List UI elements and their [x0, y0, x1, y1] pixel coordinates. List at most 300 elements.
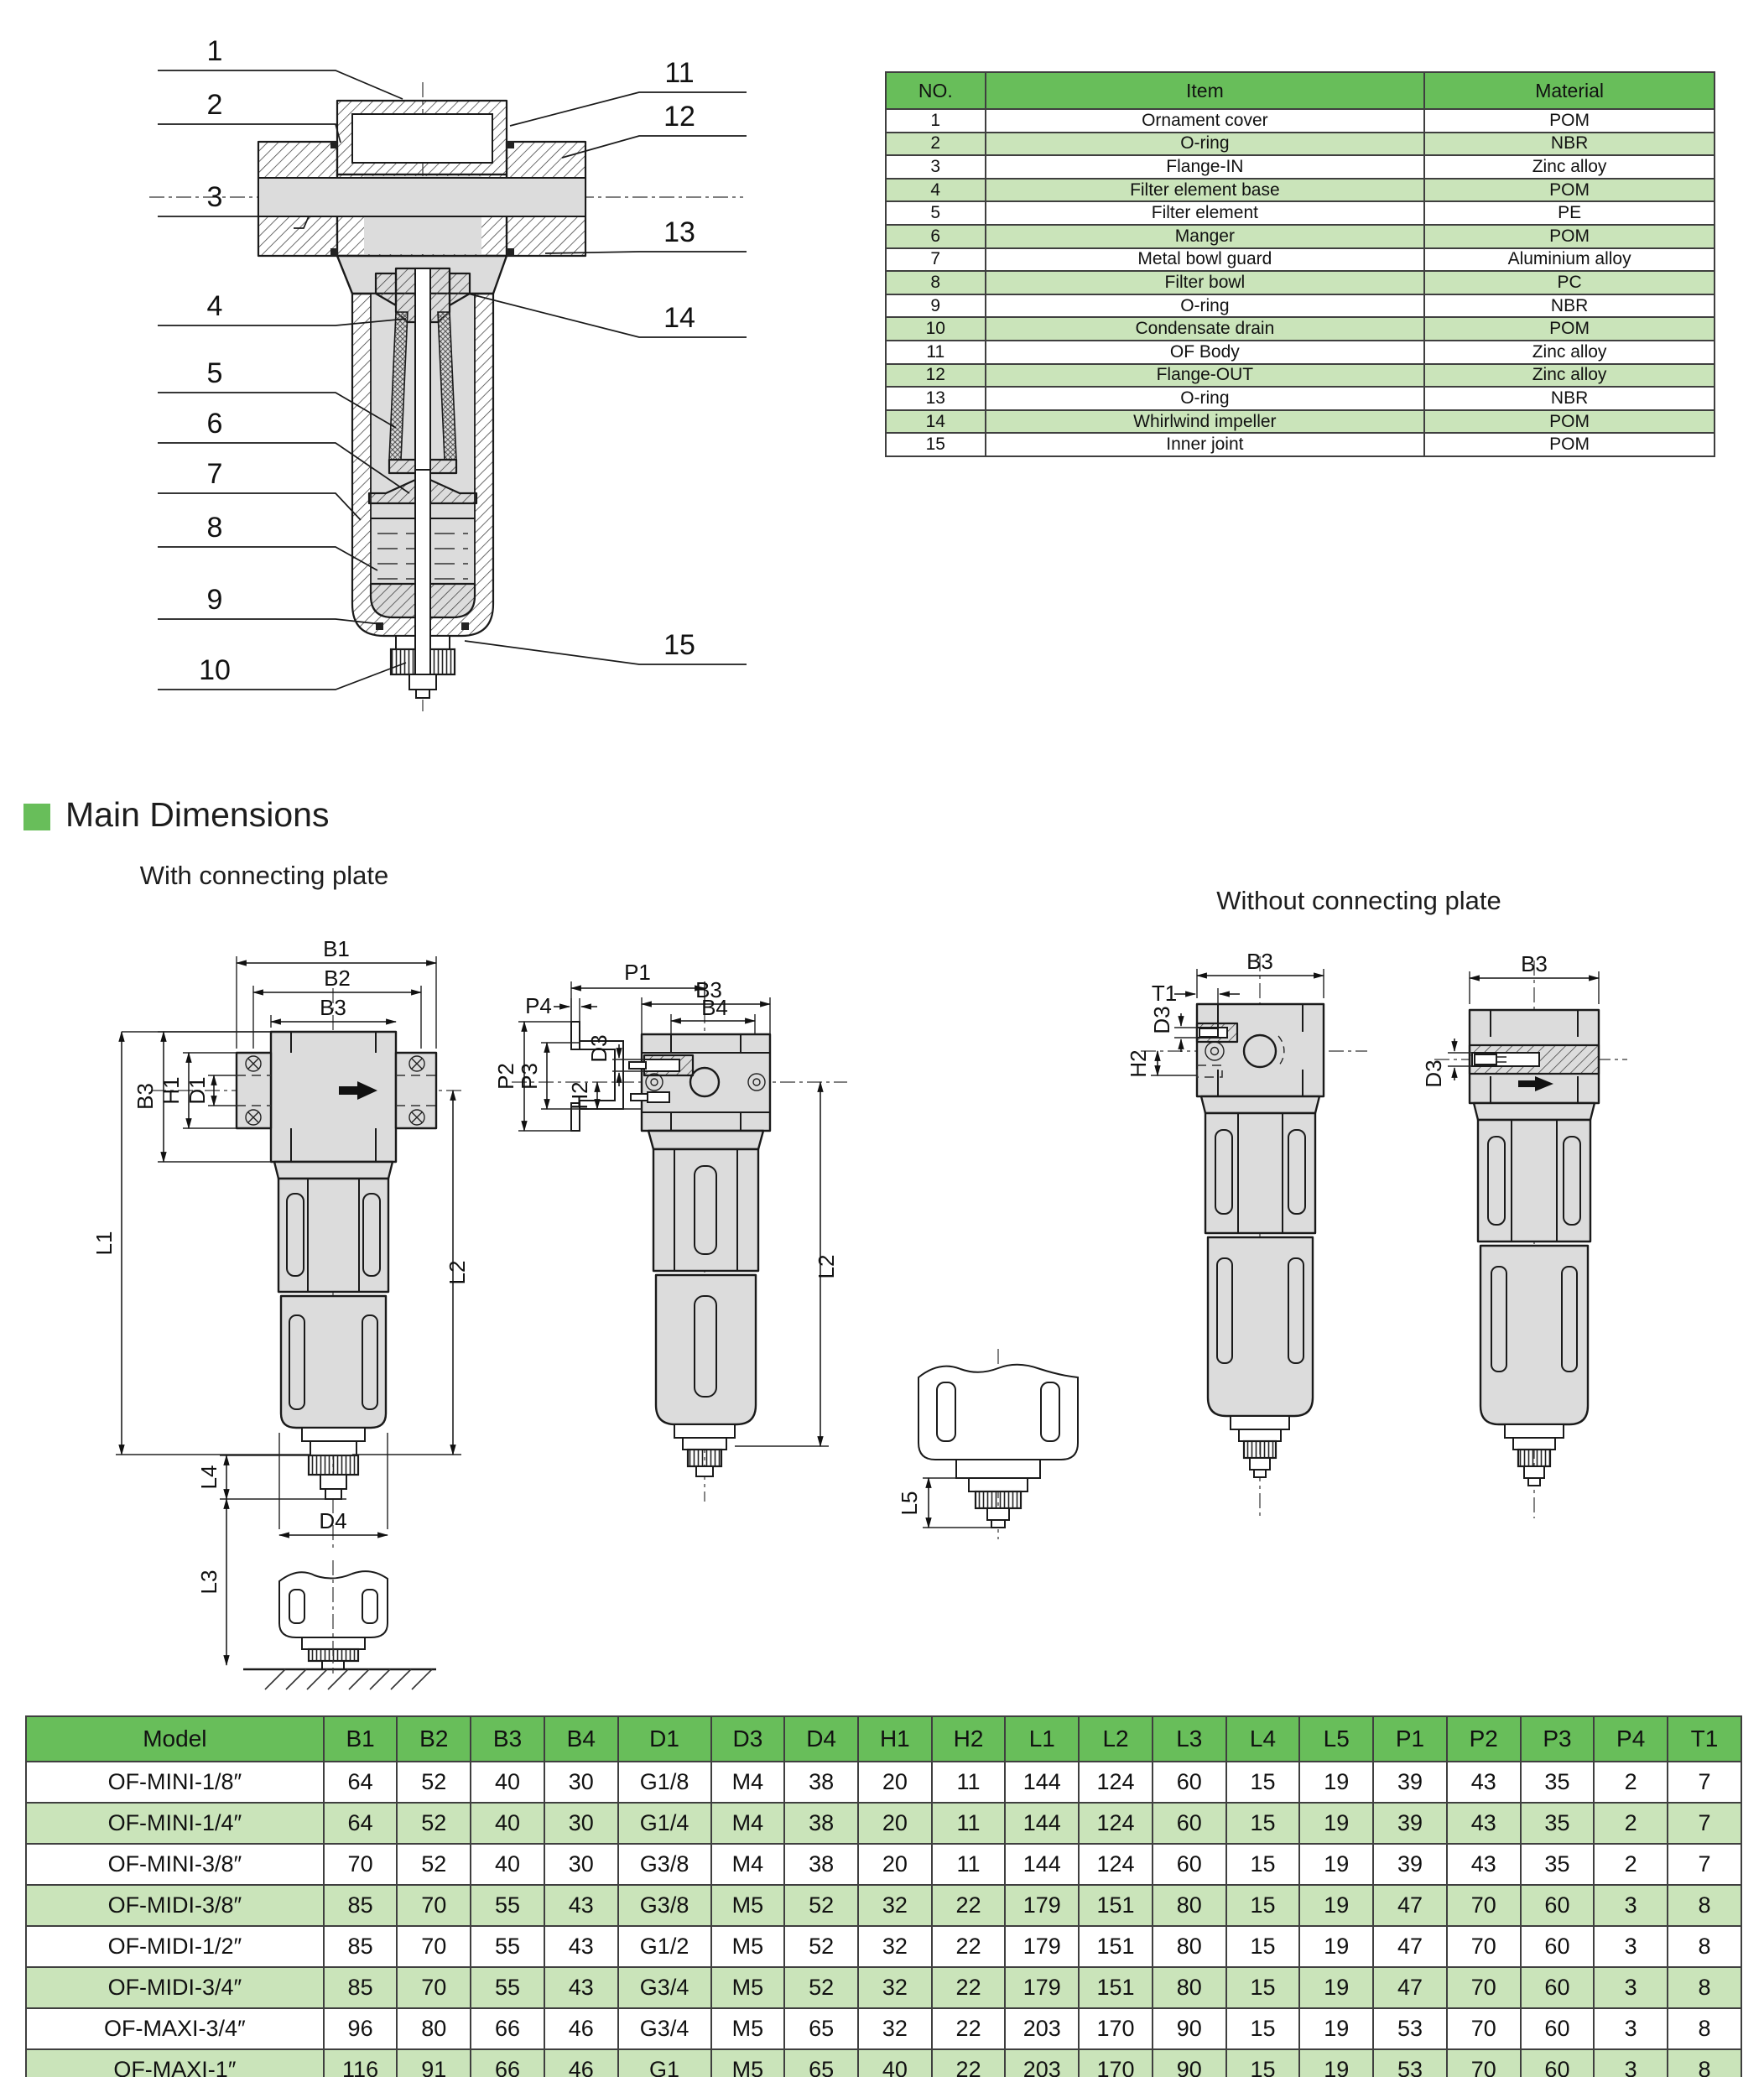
dimensions-table-cell: 170 — [1079, 2008, 1153, 2049]
parts-table-cell: Manger — [986, 225, 1425, 248]
callout-number: 1 — [206, 35, 223, 67]
parts-table-row — [886, 410, 1715, 434]
dimensions-table-cell: OF-MIDI-3/8″ — [26, 1885, 324, 1926]
dim-label: B1 — [323, 936, 350, 961]
dimensions-table-cell: 39 — [1373, 1803, 1447, 1844]
dimensions-table-cell: 60 — [1153, 1803, 1226, 1844]
drawing-side-without-plate — [1421, 940, 1703, 1543]
dim-label: B3 — [133, 1083, 158, 1110]
dimensions-table-cell: 43 — [1447, 1844, 1521, 1885]
dimensions-table-row — [26, 1967, 1741, 2008]
dimensions-table-cell: 40 — [471, 1762, 544, 1803]
dimensions-table-cell: 47 — [1373, 1885, 1447, 1926]
dimensions-table-cell: 60 — [1521, 2008, 1595, 2049]
dim-label: L1 — [91, 1231, 117, 1256]
callout-number: 3 — [206, 181, 223, 213]
bowl-cup — [918, 1365, 1078, 1460]
dimensions-table-cell: 80 — [1153, 1926, 1226, 1967]
dimensions-table-cell: 11 — [932, 1762, 1006, 1803]
dimensions-table-cell: 35 — [1521, 1844, 1595, 1885]
caption-with-plate: With connecting plate — [139, 861, 389, 890]
dimensions-table-cell: G1/2 — [618, 1926, 711, 1967]
dimensions-table-cell: G3/8 — [618, 1885, 711, 1926]
parts-table-row — [886, 387, 1715, 410]
dimensions-table-cell: 8 — [1668, 1926, 1741, 1967]
dimensions-table-row — [26, 1926, 1741, 1967]
dimensions-table-cell: 151 — [1079, 1967, 1153, 2008]
caption-without-plate: Without connecting plate — [1216, 886, 1501, 915]
parts-table — [885, 71, 1715, 457]
dimensions-table-cell: 40 — [471, 1844, 544, 1885]
bowl-lower-np — [1208, 1237, 1313, 1416]
parts-table-cell: NBR — [1424, 387, 1715, 410]
dim-label: B3 — [1521, 951, 1548, 976]
dimensions-table-cell: 7 — [1668, 1762, 1741, 1803]
dimensions-table-cell: 53 — [1373, 2049, 1447, 2077]
bowl-ribbed-side — [653, 1149, 758, 1271]
dimensions-table-cell: 39 — [1373, 1844, 1447, 1885]
callout-number: 2 — [206, 89, 223, 121]
dimensions-table-header-cell: B4 — [544, 1716, 618, 1762]
callout-number: 10 — [199, 654, 231, 686]
parts-table-cell: 15 — [886, 433, 986, 456]
dimensions-table-row — [26, 1803, 1741, 1844]
parts-table-row — [886, 248, 1715, 272]
dimensions-table-row — [26, 1762, 1741, 1803]
parts-table-cell: 14 — [886, 410, 986, 434]
parts-table-cell: 9 — [886, 294, 986, 318]
dimensions-table-cell: M4 — [711, 1803, 785, 1844]
dimensions-table-cell: 124 — [1079, 1844, 1153, 1885]
dimensions-table-cell: OF-MAXI-1″ — [26, 2049, 324, 2077]
dim-label: D3 — [1149, 1006, 1174, 1034]
parts-table-cell: Aluminium alloy — [1424, 248, 1715, 272]
dimensions-table-cell: 35 — [1521, 1803, 1595, 1844]
bowl-lower-np2 — [1480, 1246, 1588, 1424]
dimensions-table-cell: M5 — [711, 2049, 785, 2077]
dimensions-table-cell: 70 — [1447, 2008, 1521, 2049]
parts-table-cell: 2 — [886, 133, 986, 156]
dimensions-table-cell: 3 — [1594, 1926, 1668, 1967]
dimensions-table-cell: 22 — [932, 2008, 1006, 2049]
dimensions-table-cell: 179 — [1005, 1885, 1079, 1926]
dimensions-table-cell: 90 — [1153, 2008, 1226, 2049]
callout-number: 11 — [664, 57, 695, 89]
dimensions-table-cell: 151 — [1079, 1885, 1153, 1926]
dimensions-table-cell: OF-MIDI-3/4″ — [26, 1967, 324, 2008]
dimensions-table-header-cell: D3 — [711, 1716, 785, 1762]
dimensions-table-cell: 144 — [1005, 1762, 1079, 1803]
parts-table-row — [886, 109, 1715, 133]
dimensions-table-cell: 19 — [1299, 1926, 1373, 1967]
dimensions-table-header-cell: P3 — [1521, 1716, 1595, 1762]
parts-table-cell: POM — [1424, 109, 1715, 133]
dimensions-table-cell: 64 — [324, 1762, 398, 1803]
dimensions-table-cell: 32 — [858, 1967, 932, 2008]
dimensions-table-cell: 2 — [1594, 1844, 1668, 1885]
dimensions-table-cell: 8 — [1668, 1967, 1741, 2008]
screw — [1475, 1054, 1496, 1065]
dimensions-table-cell: 60 — [1153, 1844, 1226, 1885]
dimensions-table-row — [26, 2049, 1741, 2077]
dimensions-table-cell: 52 — [397, 1803, 471, 1844]
dimensions-table-cell: 32 — [858, 1885, 932, 1926]
parts-table-cell: POM — [1424, 410, 1715, 434]
dimensions-table-cell: 65 — [784, 2008, 858, 2049]
dimensions-table-cell: 8 — [1668, 2008, 1741, 2049]
parts-table-cell: Metal bowl guard — [986, 248, 1425, 272]
dimensions-table-cell: 2 — [1594, 1762, 1668, 1803]
parts-table-row — [886, 225, 1715, 248]
dimensions-table-cell: 3 — [1594, 1885, 1668, 1926]
dimensions-table-cell: 15 — [1226, 1803, 1300, 1844]
parts-table-cell: Inner joint — [986, 433, 1425, 456]
dimensions-table-cell: 203 — [1005, 2049, 1079, 2077]
bowl-shoulder — [274, 1162, 393, 1179]
dimensions-table-cell: M5 — [711, 1885, 785, 1926]
dimensions-table-cell: 2 — [1594, 1803, 1668, 1844]
dimensions-table-cell: 70 — [397, 1885, 471, 1926]
parts-table-row — [886, 341, 1715, 364]
dimensions-table-header-cell: Model — [26, 1716, 324, 1762]
dimensions-table-cell: 35 — [1521, 1762, 1595, 1803]
callout-number: 15 — [663, 629, 695, 661]
port-bore — [258, 178, 585, 216]
parts-table-cell: Zinc alloy — [1424, 155, 1715, 179]
dimensions-table-cell: OF-MINI-3/8″ — [26, 1844, 324, 1885]
parts-table-header-cell: NO. — [886, 72, 986, 109]
dimensions-table-cell: 11 — [932, 1844, 1006, 1885]
dimensions-table-cell: 22 — [932, 2049, 1006, 2077]
dimensions-table-cell: 70 — [1447, 1926, 1521, 1967]
dimensions-table-header-cell: H2 — [932, 1716, 1006, 1762]
dimensions-table-cell: 52 — [784, 1967, 858, 2008]
dim-label: D3 — [586, 1034, 611, 1063]
dimensions-table-cell: 53 — [1373, 2008, 1447, 2049]
dimensions-table-header-cell: L2 — [1079, 1716, 1153, 1762]
dimensions-table-row — [26, 1885, 1741, 1926]
dimensions-table-cell: 38 — [784, 1762, 858, 1803]
dimensions-table-cell: 46 — [544, 2049, 618, 2077]
dimensions-table-cell: 64 — [324, 1803, 398, 1844]
dimensions-table-cell: 80 — [1153, 1967, 1226, 2008]
body-front-np — [1197, 1004, 1324, 1096]
callout-number: 4 — [206, 290, 223, 322]
dimensions-table-cell: 52 — [784, 1885, 858, 1926]
ground-mount-detail — [243, 1560, 436, 1689]
dimensions-table-cell: 43 — [1447, 1803, 1521, 1844]
dimensions-table-cell: 80 — [1153, 1885, 1226, 1926]
dimensions-table-cell: 144 — [1005, 1803, 1079, 1844]
dimensions-table-cell: 38 — [784, 1803, 858, 1844]
dimensions-table-row — [26, 2008, 1741, 2049]
dimensions-table-cell: 3 — [1594, 2049, 1668, 2077]
dimensions-table-header-row — [26, 1716, 1741, 1762]
parts-table-row — [886, 271, 1715, 294]
dimensions-table-cell: 60 — [1521, 1967, 1595, 2008]
bowl-lower-side — [656, 1275, 756, 1424]
dimensions-table-cell: 3 — [1594, 2008, 1668, 2049]
dimensions-table-cell: 85 — [324, 1885, 398, 1926]
dimensions-table-cell: G3/8 — [618, 1844, 711, 1885]
parts-table-row — [886, 364, 1715, 388]
dim-label: B3 — [695, 977, 722, 1002]
callout-number: 8 — [206, 512, 223, 544]
dim-label: P1 — [624, 960, 651, 985]
dimensions-table-cell: 15 — [1226, 2008, 1300, 2049]
parts-table-row — [886, 294, 1715, 318]
parts-table-cell: NBR — [1424, 133, 1715, 156]
dim-label: B3 — [320, 995, 346, 1020]
dimensions-table-cell: 30 — [544, 1762, 618, 1803]
dimensions-table-cell: 70 — [397, 1926, 471, 1967]
dimensions-table-header-cell: B3 — [471, 1716, 544, 1762]
dim-label: H2 — [1126, 1049, 1151, 1078]
dimensions-table-cell: 20 — [858, 1844, 932, 1885]
parts-table-cell: Ornament cover — [986, 109, 1425, 133]
dimensions-table-cell: 30 — [544, 1803, 618, 1844]
dimensions-table-cell: 52 — [397, 1844, 471, 1885]
dimensions-table-cell: 19 — [1299, 1844, 1373, 1885]
dimensions-table-cell: 15 — [1226, 1844, 1300, 1885]
parts-table-cell: 11 — [886, 341, 986, 364]
dim-label: L3 — [196, 1569, 221, 1595]
parts-table-cell: 3 — [886, 155, 986, 179]
parts-table-cell: 7 — [886, 248, 986, 272]
dimensions-table-cell: G1/8 — [618, 1762, 711, 1803]
dimensions-table-cell: 65 — [784, 2049, 858, 2077]
dimensions-table-cell: 66 — [471, 2049, 544, 2077]
dimensions-table-header-cell: L5 — [1299, 1716, 1373, 1762]
dimensions-table-cell: 15 — [1226, 1967, 1300, 2008]
dimensions-table-header-cell: D4 — [784, 1716, 858, 1762]
dimensions-table-cell: 60 — [1153, 1762, 1226, 1803]
parts-table-cell: 8 — [886, 271, 986, 294]
drawing-side-with-plate — [495, 914, 856, 1543]
dimensions-table-cell: 85 — [324, 1967, 398, 2008]
dimensions-table-cell: 179 — [1005, 1967, 1079, 2008]
callout-number: 13 — [663, 216, 695, 248]
parts-table-row — [886, 317, 1715, 341]
dimensions-table-cell: 47 — [1373, 1967, 1447, 2008]
dimensions-table-cell: 203 — [1005, 2008, 1079, 2049]
dimensions-table-cell: M5 — [711, 1926, 785, 1967]
bowl-ribbed — [278, 1179, 388, 1292]
bowl-ribbed-np2 — [1478, 1120, 1590, 1242]
dimensions-table-cell: 39 — [1373, 1762, 1447, 1803]
dimensions-table-cell: 7 — [1668, 1844, 1741, 1885]
dimensions-table-cell: 43 — [544, 1885, 618, 1926]
parts-table-cell: O-ring — [986, 294, 1425, 318]
callout-number: 14 — [663, 302, 695, 334]
dimensions-table-cell: 19 — [1299, 1967, 1373, 2008]
inner-joint-section — [415, 470, 430, 674]
dim-label: P4 — [525, 993, 552, 1018]
dimensions-table-row — [26, 1844, 1741, 1885]
dim-label: L4 — [196, 1465, 221, 1490]
dimensions-table-cell: 55 — [471, 1885, 544, 1926]
dimensions-table-cell: M5 — [711, 2008, 785, 2049]
dimensions-table-cell: 32 — [858, 2008, 932, 2049]
dimensions-table-cell: 60 — [1521, 1885, 1595, 1926]
dimensions-table-cell: 40 — [471, 1803, 544, 1844]
dimensions-table-cell: 8 — [1668, 2049, 1741, 2077]
body-front — [271, 1032, 396, 1162]
parts-table-cell: Flange-OUT — [986, 364, 1425, 388]
parts-table-cell: POM — [1424, 317, 1715, 341]
parts-table-cell: Condensate drain — [986, 317, 1425, 341]
dimensions-table-cell: 8 — [1668, 1885, 1741, 1926]
dimensions-table-cell: 40 — [858, 2049, 932, 2077]
dimensions-table-cell: 70 — [1447, 2049, 1521, 2077]
parts-table-header-cell: Material — [1424, 72, 1715, 109]
dimensions-table-cell: 90 — [1153, 2049, 1226, 2077]
dimensions-table — [25, 1715, 1742, 2077]
dimensions-table-cell: 46 — [544, 2008, 618, 2049]
dimensions-table-cell: 70 — [324, 1844, 398, 1885]
dimensions-table-cell: 52 — [397, 1762, 471, 1803]
dimensions-table-header-cell: L4 — [1226, 1716, 1300, 1762]
dimensions-table-header-cell: T1 — [1668, 1716, 1741, 1762]
section-title: Main Dimensions — [65, 795, 330, 834]
dim-label: P2 — [493, 1063, 518, 1090]
dimensions-table-header-cell: H1 — [858, 1716, 932, 1762]
drain-knob — [309, 1455, 358, 1475]
dimensions-table-cell: 144 — [1005, 1844, 1079, 1885]
dimensions-table-cell: 7 — [1668, 1803, 1741, 1844]
dimensions-table-header-cell: P4 — [1594, 1716, 1668, 1762]
parts-table-cell: O-ring — [986, 387, 1425, 410]
parts-table-cell: 4 — [886, 179, 986, 202]
dimensions-table-header-cell: B2 — [397, 1716, 471, 1762]
mounting-screw — [629, 1062, 646, 1069]
dimensions-table-cell: M5 — [711, 1967, 785, 2008]
dim-label: D4 — [319, 1508, 347, 1533]
dim-label: P3 — [517, 1063, 542, 1090]
parts-table-cell: 13 — [886, 387, 986, 410]
dimensions-table-cell: 170 — [1079, 2049, 1153, 2077]
section-bullet-icon — [23, 804, 50, 830]
dimensions-table-cell: 60 — [1521, 2049, 1595, 2077]
dimensions-table-header-cell: P1 — [1373, 1716, 1447, 1762]
dimensions-table-header-cell: L1 — [1005, 1716, 1079, 1762]
dim-label: B2 — [324, 966, 351, 991]
dimensions-table-cell: 15 — [1226, 1885, 1300, 1926]
parts-table-cell: Whirlwind impeller — [986, 410, 1425, 434]
dimensions-table-cell: 15 — [1226, 1926, 1300, 1967]
dimensions-table-cell: 20 — [858, 1803, 932, 1844]
dimensions-table-cell: 179 — [1005, 1926, 1079, 1967]
parts-table-cell: O-ring — [986, 133, 1425, 156]
parts-table-row — [886, 201, 1715, 225]
dimensions-table-cell: 70 — [1447, 1967, 1521, 2008]
parts-table-cell: Filter element base — [986, 179, 1425, 202]
dimensions-table-cell: 91 — [397, 2049, 471, 2077]
dimensions-table-cell: 22 — [932, 1926, 1006, 1967]
callout-number: 12 — [663, 101, 695, 133]
dimensions-table-cell: 30 — [544, 1844, 618, 1885]
dim-label: B3 — [1246, 949, 1273, 974]
dim-label: D3 — [1421, 1059, 1446, 1088]
parts-table-cell: NBR — [1424, 294, 1715, 318]
dimensions-table-cell: G1 — [618, 2049, 711, 2077]
dimensions-table-cell: G1/4 — [618, 1803, 711, 1844]
dim-label: H1 — [159, 1076, 184, 1105]
dimensions-table-cell: 116 — [324, 2049, 398, 2077]
dimensions-table-cell: 19 — [1299, 2049, 1373, 2077]
dim-label: T1 — [1151, 981, 1178, 1006]
dimensions-table-cell: 70 — [1447, 1885, 1521, 1926]
dimensions-table-cell: 43 — [544, 1967, 618, 2008]
cross-section-diagram — [126, 17, 763, 721]
dimensions-table-cell: OF-MINI-1/8″ — [26, 1762, 324, 1803]
parts-table-cell: 6 — [886, 225, 986, 248]
dimensions-table-cell: 19 — [1299, 1762, 1373, 1803]
parts-table-row — [886, 433, 1715, 456]
parts-table-cell: Filter bowl — [986, 271, 1425, 294]
dimensions-table-cell: 66 — [471, 2008, 544, 2049]
parts-table-cell: OF Body — [986, 341, 1425, 364]
dimensions-table-cell: 55 — [471, 1926, 544, 1967]
parts-table-cell: Zinc alloy — [1424, 364, 1715, 388]
parts-table-cell: 1 — [886, 109, 986, 133]
callout-number: 7 — [206, 458, 223, 490]
dimensions-table-header-cell: L3 — [1153, 1716, 1226, 1762]
parts-table-header-cell: Item — [986, 72, 1425, 109]
drawing-front-with-plate — [91, 914, 470, 1694]
body-side — [642, 1034, 770, 1131]
dim-label: L2 — [445, 1260, 470, 1285]
dimensions-table-cell: G3/4 — [618, 1967, 711, 2008]
dimensions-table-cell: M4 — [711, 1762, 785, 1803]
dimensions-table-cell: 32 — [858, 1926, 932, 1967]
parts-table-cell: 12 — [886, 364, 986, 388]
parts-table-header-row — [886, 72, 1715, 109]
callout-number: 9 — [206, 584, 223, 616]
dimensions-table-cell: 151 — [1079, 1926, 1153, 1967]
parts-table-cell: Filter element — [986, 201, 1425, 225]
dim-label: L5 — [897, 1491, 922, 1516]
drawing-bowl-detail — [893, 1342, 1103, 1552]
dim-label: L2 — [814, 1254, 839, 1279]
dimensions-table-cell: 85 — [324, 1926, 398, 1967]
parts-table-cell: Flange-IN — [986, 155, 1425, 179]
dimensions-table-cell: OF-MIDI-1/2″ — [26, 1926, 324, 1967]
dim-label: D1 — [185, 1076, 210, 1105]
center-stem — [415, 268, 430, 470]
parts-table-cell: POM — [1424, 433, 1715, 456]
dimensions-table-cell: 43 — [1447, 1762, 1521, 1803]
dimensions-table-header-cell: B1 — [324, 1716, 398, 1762]
parts-table-cell: 5 — [886, 201, 986, 225]
dimensions-table-cell: 3 — [1594, 1967, 1668, 2008]
dimensions-table-cell: 22 — [932, 1967, 1006, 2008]
dimensions-table-header-cell: D1 — [618, 1716, 711, 1762]
dimensions-table-cell: 70 — [397, 1967, 471, 2008]
dimensions-table-cell: 38 — [784, 1844, 858, 1885]
dimensions-table-cell: 124 — [1079, 1762, 1153, 1803]
dimensions-table-cell: 47 — [1373, 1926, 1447, 1967]
parts-table-row — [886, 133, 1715, 156]
dimensions-table-cell: 22 — [932, 1885, 1006, 1926]
callout-number: 5 — [206, 357, 223, 389]
dimensions-table-cell: 19 — [1299, 1803, 1373, 1844]
dimensions-table-cell: 60 — [1521, 1926, 1595, 1967]
parts-table-cell: POM — [1424, 179, 1715, 202]
dimensions-table-cell: 15 — [1226, 1762, 1300, 1803]
dimensions-table-cell: G3/4 — [618, 2008, 711, 2049]
parts-table-cell: PC — [1424, 271, 1715, 294]
